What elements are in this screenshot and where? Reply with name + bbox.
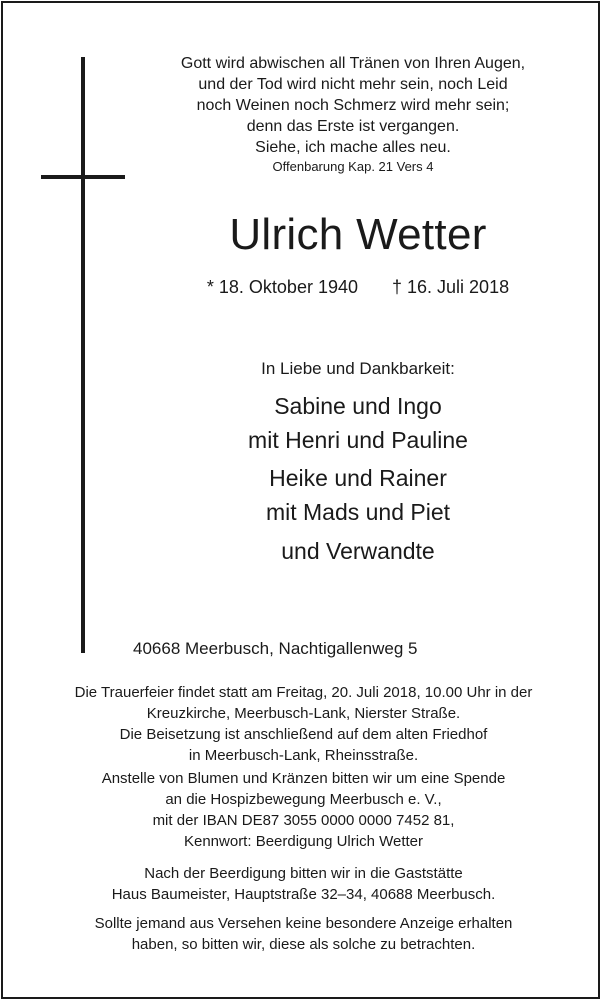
mourner-line: und Verwandte	[281, 538, 435, 564]
mourner-line: Heike und Rainer	[269, 465, 447, 491]
notice-line: Die Trauerfeier findet statt am Freitag, 20. Juli 2018, 10.00 Uhr in der	[74, 684, 533, 701]
closing-notice	[23, 913, 584, 955]
verse-source: Offenbarung Kap. 21 Vers 4	[272, 159, 434, 174]
mourner-group	[153, 461, 563, 529]
cross-horizontal-bar	[41, 175, 125, 179]
verse-line: Siehe, ich mache alles neu.	[255, 139, 451, 156]
donation-notice	[23, 768, 584, 852]
reception-notice	[23, 863, 584, 905]
cross-vertical-bar	[81, 57, 85, 653]
mourner-line: mit Mads und Piet	[265, 499, 451, 525]
verse-line: noch Weinen noch Schmerz wird mehr sein;	[196, 97, 510, 114]
verse-line: Gott wird abwischen all Tränen von Ihren Augen,	[180, 55, 526, 72]
life-dates	[153, 275, 563, 299]
notice-line: haben, so bitten wir, diese als solche zu betrachten.	[131, 936, 476, 953]
notice-line: Haus Baumeister, Hauptstraße 32–34, 40688 Meerbusch.	[111, 886, 496, 903]
bible-verse	[153, 53, 553, 158]
notice-line: Anstelle von Blumen und Kränzen bitten wir um eine Spende	[101, 770, 506, 787]
death-date: † 16. Juli 2018	[392, 277, 510, 297]
notice-line: Sollte jemand aus Versehen keine besondere Anzeige erhalten	[94, 915, 513, 932]
mourners-intro: In Liebe und Dankbarkeit:	[261, 359, 455, 378]
mourner-line: mit Henri und Pauline	[248, 427, 468, 453]
notice-line: Nach der Beerdigung bitten wir in die Gaststätte	[144, 865, 463, 882]
notice-line: Die Beisetzung ist anschließend auf dem alten Friedhof	[119, 726, 488, 743]
obituary-card	[1, 1, 600, 999]
deceased-name: Ulrich Wetter	[229, 210, 487, 259]
notice-line: in Meerbusch-Lank, Rheinsstraße.	[188, 747, 419, 764]
family-address: 40668 Meerbusch, Nachtigallenweg 5	[133, 639, 418, 658]
verse-line: und der Tod wird nicht mehr sein, noch Leid	[198, 76, 508, 93]
mourner-group	[153, 534, 563, 568]
notice-line: an die Hospizbewegung Meerbusch e. V.,	[165, 791, 442, 808]
mourner-line: Sabine und Ingo	[274, 393, 442, 419]
birth-date: * 18. Oktober 1940	[206, 277, 358, 297]
notice-line: mit der IBAN DE87 3055 0000 0000 7452 81,	[152, 812, 455, 829]
verse-line: denn das Erste ist vergangen.	[246, 118, 460, 135]
notice-line: Kreuzkirche, Meerbusch-Lank, Nierster Straße.	[146, 705, 461, 722]
funeral-notice	[23, 682, 584, 766]
mourner-group	[153, 389, 563, 457]
notice-line: Kennwort: Beerdigung Ulrich Wetter	[183, 833, 423, 850]
